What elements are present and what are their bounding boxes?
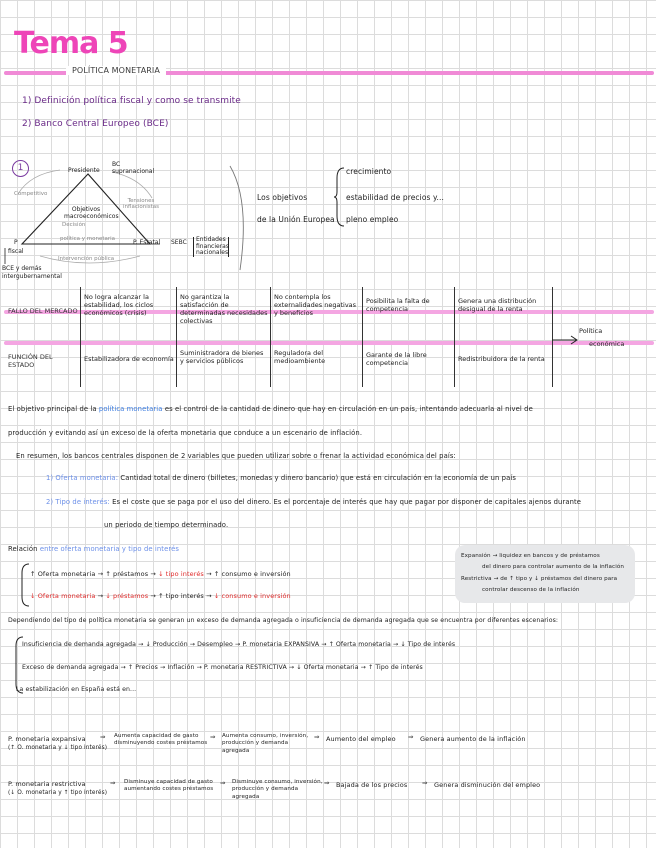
- paragraph-line-1: El objetivo principal de la política monetaria es el control de la cantidad de dinero que hay en circulación en un país, intentando adecuarla al nivel de: [8, 405, 533, 413]
- table-cell: No garantiza la satisfacción de determinadas necesidades colectivas: [180, 293, 268, 326]
- table-cell: No logra alcanzar la estabilidad, los ciclos económicos (crisis): [84, 293, 154, 318]
- table-cell: Reguladora del medioambiente: [274, 349, 326, 366]
- table-row2-header: FUNCIÓN DEL ESTADO: [8, 353, 53, 370]
- table-arrow-icon: [552, 333, 582, 347]
- restrictive-title: P. monetaria restrictiva: [8, 780, 86, 788]
- triangle-top-label: Presidente: [68, 167, 100, 174]
- table-cell: Genera una distribución desigual de la renta: [458, 297, 537, 314]
- objectives-brace: [334, 166, 346, 228]
- paragraph-line-3: En resumen, los bancos centrales disponen de 2 variables que pueden utilizar sobre o frenar la actividad económica del país:: [16, 452, 456, 460]
- triangle-right-outer: Tensiones inflacionistas: [122, 198, 160, 211]
- triangle-bottom-gray: Intervención pública: [58, 256, 115, 262]
- table-cell: Garante de la libre competencia: [366, 351, 427, 368]
- restrictive-step-3: Bajada de los precios: [336, 781, 408, 789]
- relation-bracket: [20, 563, 30, 607]
- table-cell: No contempla los externalidades negativas y beneficios: [274, 293, 357, 318]
- note-box-line-4: controlar descenso de la inflación: [482, 587, 580, 593]
- expansive-step-2: Aumenta consumo, inversión, producción y demanda agregada: [222, 733, 309, 754]
- table-cell: Posibilita la falta de competencia: [366, 297, 430, 314]
- objective-item-3: pleno empleo: [346, 215, 399, 224]
- arrow-icon: ⇒: [422, 779, 428, 787]
- dependence-intro: Dependiendo del tipo de política monetaria se generan un exceso de demanda agregada o insuficiencia de demanda agregada que se encuentra por diferentes escenarios:: [8, 617, 559, 624]
- variable-1: 1) Oferta monetaria: Cantidad total de dinero (billetes, monedas y dinero bancario) que está en circulación en la economía de un país: [46, 474, 516, 482]
- objective-item-2: estabilidad de precios y...: [346, 193, 444, 202]
- highlight-politica-monetaria: política monetaria: [98, 405, 163, 413]
- variable-2: 2) Tipo de interés: Es el coste que se paga por el uso del dinero. Es el porcentaje de interés que hay que pagar por disponer de capitales ajenos durante: [46, 498, 582, 506]
- triangle-right-bottom: P. Estatal: [133, 239, 161, 246]
- table-row1-header: FALLO DEL MERCADO: [8, 307, 78, 315]
- arrow-icon: ⇒: [110, 779, 116, 787]
- triangle-left-bottom-2: fiscal: [8, 248, 24, 255]
- restrictive-step-4: Genera disminución del empleo: [434, 781, 541, 789]
- index-item-1: 1) Definición política fiscal y como se transmite: [22, 96, 241, 106]
- triangle-left-bottom-1: P: [14, 239, 18, 246]
- triangle-right-bottom-2: SEBC: [171, 239, 187, 246]
- triangle-center-gray-1: Decisión: [62, 222, 86, 228]
- page-title: Tema 5: [14, 26, 128, 61]
- expansive-title: P. monetaria expansiva: [8, 735, 86, 743]
- triangle-left-bottom-4: intergubernamental: [2, 273, 62, 280]
- table-side-note-2: económica: [589, 340, 625, 348]
- table-cell: Redistribuidora de la renta: [458, 355, 545, 363]
- expansive-step-4: Genera aumento de la inflación: [420, 735, 526, 743]
- restrictive-step-2: Disminuye consumo, inversión, producción y demanda agregada: [232, 779, 323, 800]
- arrow-icon: ⇒: [314, 733, 320, 741]
- triangle-center-title: Objetivos macroeconómicos: [64, 206, 119, 220]
- dependence-case-2: Exceso de demanda agregada → ↑ Precios → Inflación → P. monetaria RESTRICTIVA → ↓ Oferta monetaria → ↑ Tipo de interés: [22, 664, 423, 671]
- expansive-step-3: Aumento del empleo: [326, 735, 396, 743]
- relation-row-1: ↑ Oferta monetaria → ↑ préstamos → ↓ tipo interés → ↑ consumo e inversión: [30, 570, 291, 578]
- triangle-top-right-label: BC supranacional: [112, 161, 155, 175]
- table-divider: [454, 287, 455, 387]
- table-divider: [176, 287, 177, 387]
- restrictive-step-1: Disminuye capacidad de gasto aumentando costes préstamos: [124, 779, 214, 793]
- paragraph-line-2: producción y evitando así un exceso de la oferta monetaria que conduce a un escenario de inflación.: [8, 429, 363, 437]
- table-divider: [362, 287, 363, 387]
- arrow-icon: ⇒: [210, 733, 216, 741]
- section-number-badge: 1: [12, 160, 29, 177]
- table-cell: Estabilizadora de economía: [84, 355, 174, 363]
- triangle-left-outer: Competitivo: [14, 191, 48, 197]
- note-box-line-1: Expansión → liquidez en bancos y de préstamos: [461, 553, 600, 559]
- arrow-icon: ⇒: [324, 779, 330, 787]
- dependence-case-3: La estabilización en España está en...: [16, 686, 137, 693]
- market-failures-table: [4, 285, 654, 390]
- arrow-icon: ⇒: [100, 733, 106, 741]
- dependence-case-1: Insuficiencia de demanda agregada → ↓ Producción → Desempleo → P. monetaria EXPANSIVA → ↑ Oferta monetaria → ↓ Tipo de interés: [22, 641, 456, 648]
- objectives-left-1: Los objetivos: [257, 193, 308, 202]
- expansive-step-1: Aumenta capacidad de gasto disminuyendo costes préstamos: [114, 733, 208, 747]
- variable-2-cont: un periodo de tiempo determinado.: [104, 521, 229, 529]
- note-box-line-3: Restrictiva → de ↑ tipo y ↓ préstamos del dinero para: [461, 576, 618, 582]
- triangle-right-box: Entidades financieras nacionales: [193, 237, 229, 257]
- note-box-line-2: del dinero para controlar aumento de la inflación: [482, 564, 625, 570]
- relation-row-2: ↓ Oferta monetaria → ↓ préstamos → ↑ tipo interés → ↓ consumo e inversión: [30, 592, 291, 600]
- triangle-left-bottom-3: BCE y demás: [2, 265, 42, 272]
- table-divider: [80, 287, 81, 387]
- expansive-sub: (↑ O. monetaria y ↓ tipo interés): [8, 745, 108, 751]
- objectives-left-2: de la Unión Europea: [257, 215, 335, 224]
- table-cell: Suministradora de bienes y servicios públicos: [180, 349, 264, 366]
- page-subtitle: POLÍTICA MONETARIA: [66, 66, 166, 75]
- table-divider: [270, 287, 271, 387]
- triangle-diagram: [0, 160, 250, 280]
- arrow-icon: ⇒: [220, 779, 226, 787]
- objective-item-1: crecimiento: [346, 167, 392, 176]
- table-side-note-1: Política: [579, 327, 603, 335]
- restrictive-sub: (↓ O. monetaria y ↑ tipo interés): [8, 790, 108, 796]
- relation-title: Relación entre oferta monetaria y tipo de interés: [8, 545, 180, 553]
- index-item-2: 2) Banco Central Europeo (BCE): [22, 119, 169, 129]
- arrow-icon: ⇒: [408, 733, 414, 741]
- triangle-center-gray-2: política y monetaria: [60, 236, 116, 242]
